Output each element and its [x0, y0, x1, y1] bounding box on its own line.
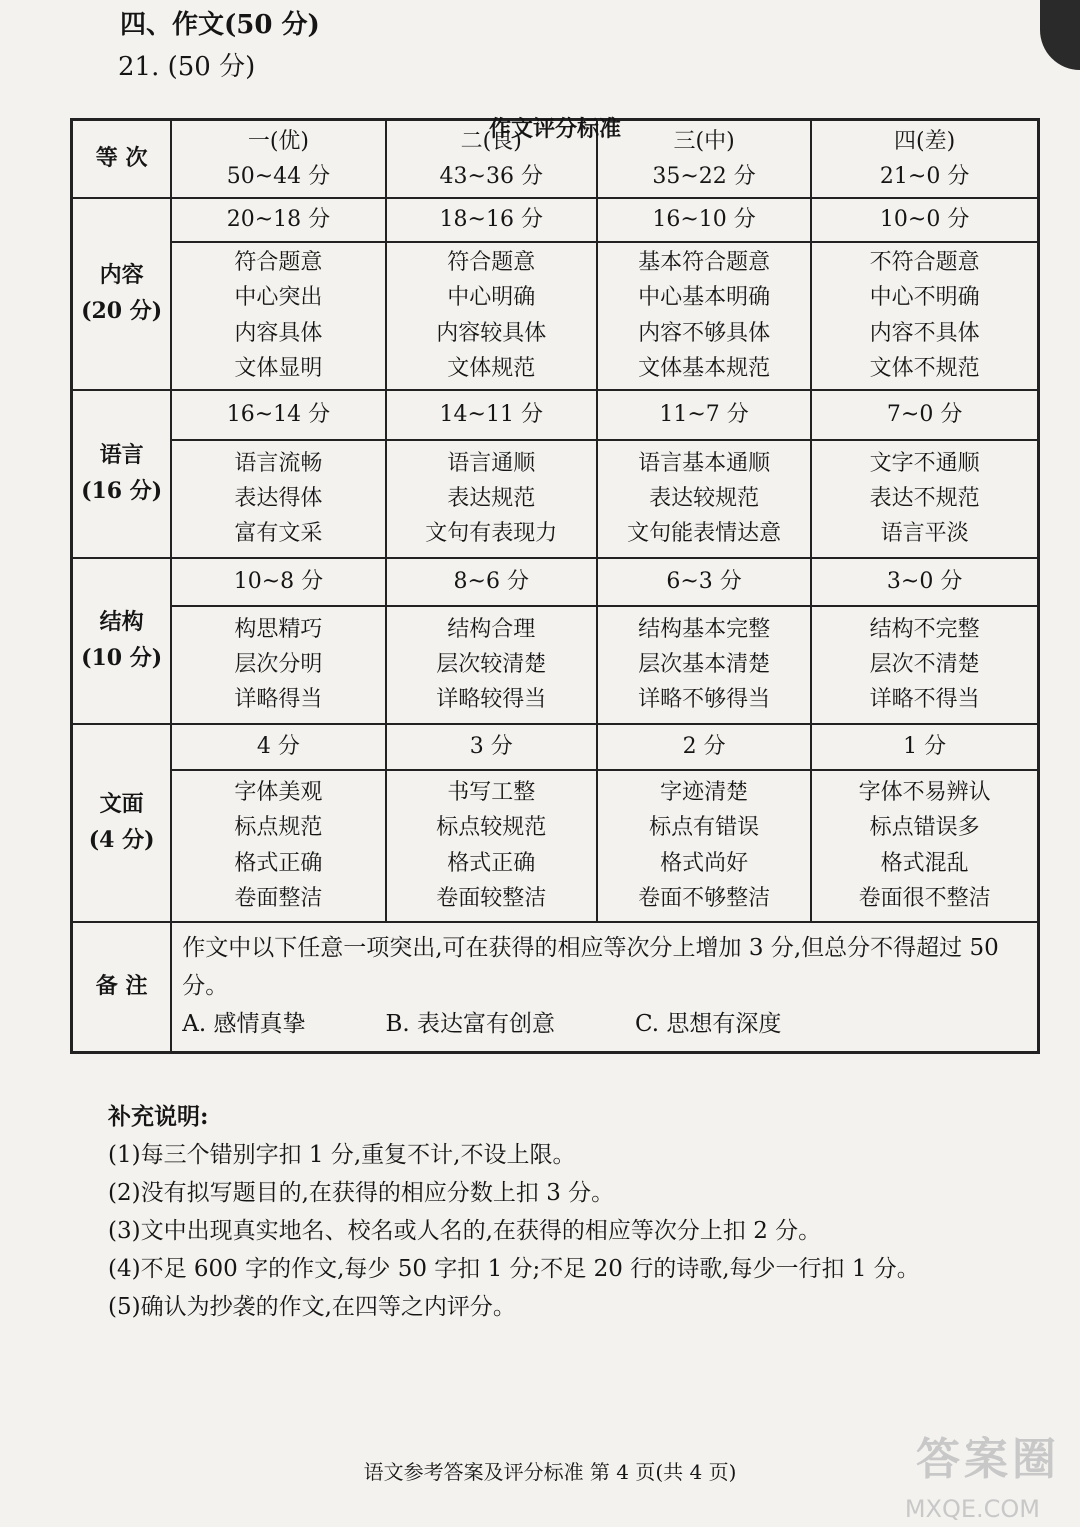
- criterion: 层次不清楚: [869, 651, 980, 677]
- note-content: [171, 922, 1038, 1053]
- score-range: 1 分: [811, 724, 1038, 770]
- supplement-item: (5)确认为抄袭的作文,在四等之内评分。: [108, 1294, 516, 1320]
- criterion: 文体规范: [447, 355, 536, 381]
- note-option: C. 思想有深度: [635, 1010, 782, 1037]
- criterion: 结构基本完整: [638, 616, 771, 642]
- criterion: 内容具体: [234, 320, 323, 346]
- score-range: 16~14 分: [171, 390, 385, 440]
- grade-range: 21~0 分: [879, 163, 970, 189]
- criterion: 文体基本规范: [638, 355, 771, 381]
- criterion: 结构不完整: [869, 616, 980, 642]
- dimension-points: (20 分): [81, 297, 163, 324]
- grade-range: 50~44 分: [226, 163, 331, 189]
- structure-score-row: [72, 558, 1039, 606]
- criterion: 文字不通顺: [869, 450, 980, 476]
- criterion: 标点错误多: [869, 815, 980, 841]
- score-range: 2 分: [597, 724, 811, 770]
- dimension-points: (16 分): [81, 477, 163, 504]
- score-range: 8~6 分: [386, 558, 597, 606]
- criterion: 详略不够得当: [638, 687, 771, 713]
- criterion: 内容较具体: [436, 320, 547, 346]
- surface-criteria-row: [72, 770, 1039, 922]
- criteria-cell: [386, 770, 597, 922]
- criterion: 表达得体: [234, 485, 323, 511]
- criterion: 层次较清楚: [436, 651, 547, 677]
- criteria-cell: [597, 770, 811, 922]
- note-option: B. 表达富有创意: [385, 1010, 556, 1037]
- score-range: 6~3 分: [597, 558, 811, 606]
- supplement-item: (2)没有拟写题目的,在获得的相应分数上扣 3 分。: [108, 1180, 615, 1206]
- criteria-cell: [386, 440, 597, 558]
- criterion: 详略较得当: [436, 687, 547, 713]
- score-range: 18~16 分: [386, 198, 597, 242]
- supplement-item: (4)不足 600 字的作文,每少 50 字扣 1 分;不足 20 行的诗歌,每少一行扣 1 分。: [108, 1256, 920, 1282]
- criteria-cell: [597, 242, 811, 390]
- grade-name: 四(差): [894, 128, 956, 154]
- dimension-structure: [72, 558, 172, 724]
- criterion: 不符合题意: [869, 250, 980, 276]
- criterion: 格式尚好: [660, 850, 749, 876]
- criterion: 语言流畅: [234, 450, 323, 476]
- note-label: 备 注: [72, 922, 172, 1053]
- criterion: 格式正确: [234, 850, 323, 876]
- score-range: 10~8 分: [171, 558, 385, 606]
- criteria-cell: [811, 606, 1038, 724]
- note-text: 作文中以下任意一项突出,可在获得的相应等次分上增加 3 分,但总分不得超过 50 分。: [182, 934, 999, 999]
- section-title: 四、作文(50 分): [120, 10, 320, 40]
- criteria-cell: [597, 440, 811, 558]
- criteria-cell: [811, 440, 1038, 558]
- criterion: 格式正确: [447, 850, 536, 876]
- criterion: 内容不够具体: [638, 320, 771, 346]
- criterion: 格式混乱: [880, 850, 969, 876]
- dimension-name: 内容: [99, 262, 144, 289]
- criterion: 卷面不够整洁: [638, 885, 771, 911]
- dimension-points: (4 分): [88, 826, 155, 853]
- criterion: 标点有错误: [649, 815, 760, 841]
- criteria-cell: [171, 242, 385, 390]
- grade-range: 43~36 分: [439, 163, 543, 189]
- criterion: 文体不规范: [869, 355, 980, 381]
- dimension-name: 文面: [99, 791, 144, 818]
- content-criteria-row: [72, 242, 1039, 390]
- criteria-cell: [386, 606, 597, 724]
- criterion: 标点规范: [234, 815, 323, 841]
- criterion: 文句有表现力: [425, 521, 558, 547]
- dimension-content: [72, 198, 172, 390]
- criterion: 基本符合题意: [638, 250, 771, 276]
- criterion: 层次基本清楚: [638, 651, 771, 677]
- supplement-section: [108, 1098, 920, 1326]
- dimension-name: 语言: [99, 442, 144, 469]
- criterion: 构思精巧: [234, 616, 323, 642]
- score-range: 3 分: [386, 724, 597, 770]
- language-criteria-row: [72, 440, 1039, 558]
- criteria-cell: [811, 242, 1038, 390]
- criterion: 卷面整洁: [234, 885, 323, 911]
- criterion: 中心基本明确: [638, 285, 771, 311]
- dimension-name: 结构: [99, 609, 144, 636]
- header-label: 等 次: [72, 120, 172, 198]
- score-range: 11~7 分: [597, 390, 811, 440]
- criterion: 详略不得当: [869, 687, 980, 713]
- criterion: 卷面很不整洁: [858, 885, 991, 911]
- score-range: 10~0 分: [811, 198, 1038, 242]
- grade-name: 三(中): [673, 128, 735, 154]
- supplement-item: (1)每三个错别字扣 1 分,重复不计,不设上限。: [108, 1142, 576, 1168]
- supplement-item: (3)文中出现真实地名、校名或人名的,在获得的相应等次分上扣 2 分。: [108, 1218, 822, 1244]
- grade-name: 一(优): [247, 128, 309, 154]
- language-score-row: [72, 390, 1039, 440]
- watermark-logo: 答案圈: [916, 1434, 1060, 1485]
- note-options: [182, 1006, 1027, 1044]
- criterion: 符合题意: [447, 250, 536, 276]
- criterion: 中心突出: [234, 285, 323, 311]
- criterion: 字迹清楚: [660, 780, 749, 806]
- grade-range: 35~22 分: [652, 163, 756, 189]
- criterion: 内容不具体: [869, 320, 980, 346]
- criterion: 表达不规范: [869, 485, 980, 511]
- page-corner-shadow: [1040, 0, 1080, 70]
- criterion: 中心明确: [447, 285, 536, 311]
- structure-criteria-row: [72, 606, 1039, 724]
- criteria-cell: [171, 606, 385, 724]
- score-range: 4 分: [171, 724, 385, 770]
- criteria-cell: [386, 242, 597, 390]
- criterion: 表达较规范: [649, 485, 760, 511]
- supplement-title: 补充说明:: [108, 1103, 209, 1130]
- criterion: 结构合理: [447, 616, 536, 642]
- criteria-cell: [171, 440, 385, 558]
- score-range: 14~11 分: [386, 390, 597, 440]
- table-caption: 作文评分标准: [488, 116, 621, 142]
- watermark-site: MXQE.COM: [904, 1495, 1040, 1523]
- criterion: 文句能表情达意: [627, 521, 782, 547]
- criteria-cell: [597, 606, 811, 724]
- criteria-cell: [811, 770, 1038, 922]
- criterion: 语言基本通顺: [638, 450, 771, 476]
- criterion: 语言通顺: [447, 450, 536, 476]
- criterion: 详略得当: [234, 687, 323, 713]
- dimension-surface: [72, 724, 172, 922]
- criteria-cell: [171, 770, 385, 922]
- criterion: 字体美观: [234, 780, 323, 806]
- page-footer: 语文参考答案及评分标准 第 4 页(共 4 页): [363, 1460, 737, 1484]
- scoring-table: [70, 118, 1040, 1054]
- surface-score-row: [72, 724, 1039, 770]
- dimension-points: (10 分): [81, 644, 163, 671]
- criterion: 富有文采: [234, 521, 323, 547]
- score-range: 16~10 分: [597, 198, 811, 242]
- score-range: 20~18 分: [171, 198, 385, 242]
- criterion: 中心不明确: [869, 285, 980, 311]
- grade-name: 二(良): [460, 128, 522, 154]
- note-row: [72, 922, 1039, 1053]
- criterion: 符合题意: [234, 250, 323, 276]
- criterion: 标点较规范: [436, 815, 547, 841]
- score-range: 3~0 分: [811, 558, 1038, 606]
- note-option: A. 感情真挚: [182, 1010, 306, 1037]
- question-number: 21. (50 分): [118, 52, 256, 82]
- dimension-language: [72, 390, 172, 558]
- content-score-row: [72, 198, 1039, 242]
- criterion: 语言平淡: [880, 521, 969, 547]
- criterion: 层次分明: [234, 651, 323, 677]
- criterion: 文体显明: [234, 355, 323, 381]
- criterion: 书写工整: [447, 780, 536, 806]
- criterion: 卷面较整洁: [436, 885, 547, 911]
- score-range: 7~0 分: [811, 390, 1038, 440]
- criterion: 表达规范: [447, 485, 536, 511]
- criterion: 字体不易辨认: [858, 780, 991, 806]
